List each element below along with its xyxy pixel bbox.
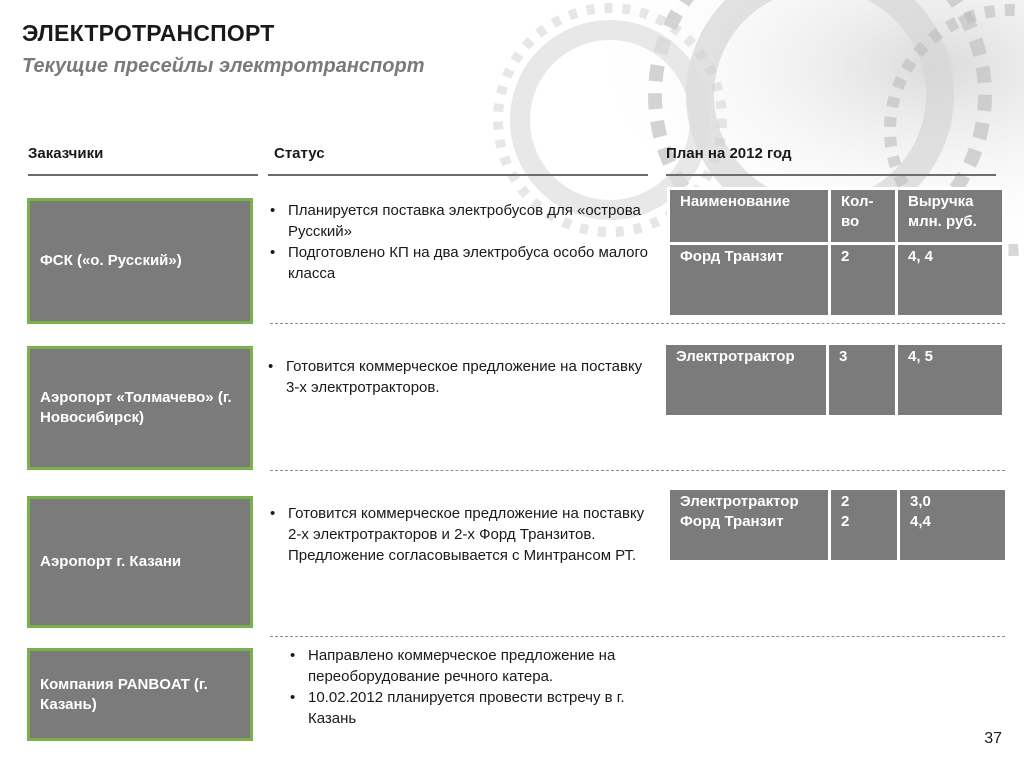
status-item: • Готовится коммерческое предложение на поставку 3-х электротракторов. — [266, 356, 646, 398]
row-divider — [270, 323, 1005, 324]
plan-table-row — [666, 345, 1002, 415]
status-list-fsk — [268, 200, 658, 284]
plan-table-kazan-airport — [667, 487, 1008, 563]
customer-box-fsk — [27, 198, 253, 324]
customer-box-kazan-airport — [27, 496, 253, 628]
row-divider — [270, 470, 1005, 471]
plan-table-fsk — [667, 187, 1005, 318]
plan-cell-qty: 2 2 — [831, 490, 897, 560]
status-item: • Направлено коммерческое предложение на переоборудование речного катера. — [288, 645, 673, 687]
column-header-customers: Заказчики — [28, 145, 104, 162]
plan-cell-qty: 3 — [829, 345, 895, 415]
plan-table-row — [670, 490, 1005, 560]
column-header-plan: План на 2012 год — [666, 145, 792, 162]
status-list-tolmachevo — [266, 356, 646, 398]
status-item: • Готовится коммерческое предложение на поставку 2-х электротракторов и 2-х Форд Транзитов. Предложение согласовывается с Минтрансом РТ. — [268, 503, 653, 566]
plan-header-revenue: Выручка млн. руб. — [898, 190, 1002, 242]
customer-box-panboat — [27, 648, 253, 741]
page-subtitle: Текущие пресейлы электротранспорт — [22, 55, 425, 77]
plan-cell-name: Электротрактор — [666, 345, 826, 415]
customer-name: Компания PANBOAT (г. Казань) — [40, 675, 208, 713]
plan-cell-revenue: 4, 5 — [898, 345, 1002, 415]
status-header-rule — [268, 174, 648, 176]
customer-name: ФСК («о. Русский») — [40, 252, 182, 269]
customer-name: Аэропорт «Толмачево» (г. Новосибирск) — [40, 389, 232, 426]
plan-table-tolmachevo — [663, 342, 1005, 418]
plan-header-qty: Кол- во — [831, 190, 895, 242]
page-number: 37 — [984, 730, 1002, 747]
plan-header-name: Наименование — [670, 190, 828, 242]
column-header-status: Статус — [274, 145, 325, 162]
plan-header-rule — [666, 174, 996, 176]
row-divider — [270, 636, 1005, 637]
plan-cell-name: Форд Транзит — [670, 245, 828, 315]
status-list-kazan-airport — [268, 503, 653, 566]
plan-table-header-row — [670, 190, 1002, 242]
status-item: • Планируется поставка электробусов для «острова Русский» — [268, 200, 658, 242]
plan-cell-revenue: 4, 4 — [898, 245, 1002, 315]
page-title: ЭЛЕКТРОТРАНСПОРТ — [22, 20, 275, 46]
plan-cell-qty: 2 — [831, 245, 895, 315]
status-list-panboat — [288, 645, 673, 729]
customer-name: Аэропорт г. Казани — [40, 553, 182, 570]
customer-box-tolmachevo — [27, 346, 253, 470]
status-item: • Подготовлено КП на два электробуса особо малого класса — [268, 242, 658, 284]
customers-header-rule — [28, 174, 258, 176]
plan-table-row — [670, 245, 1002, 315]
status-item: • 10.02.2012 планируется провести встречу в г. Казань — [288, 687, 673, 729]
plan-cell-revenue: 3,0 4,4 — [900, 490, 1005, 560]
plan-cell-name: Электротрактор Форд Транзит — [670, 490, 828, 560]
